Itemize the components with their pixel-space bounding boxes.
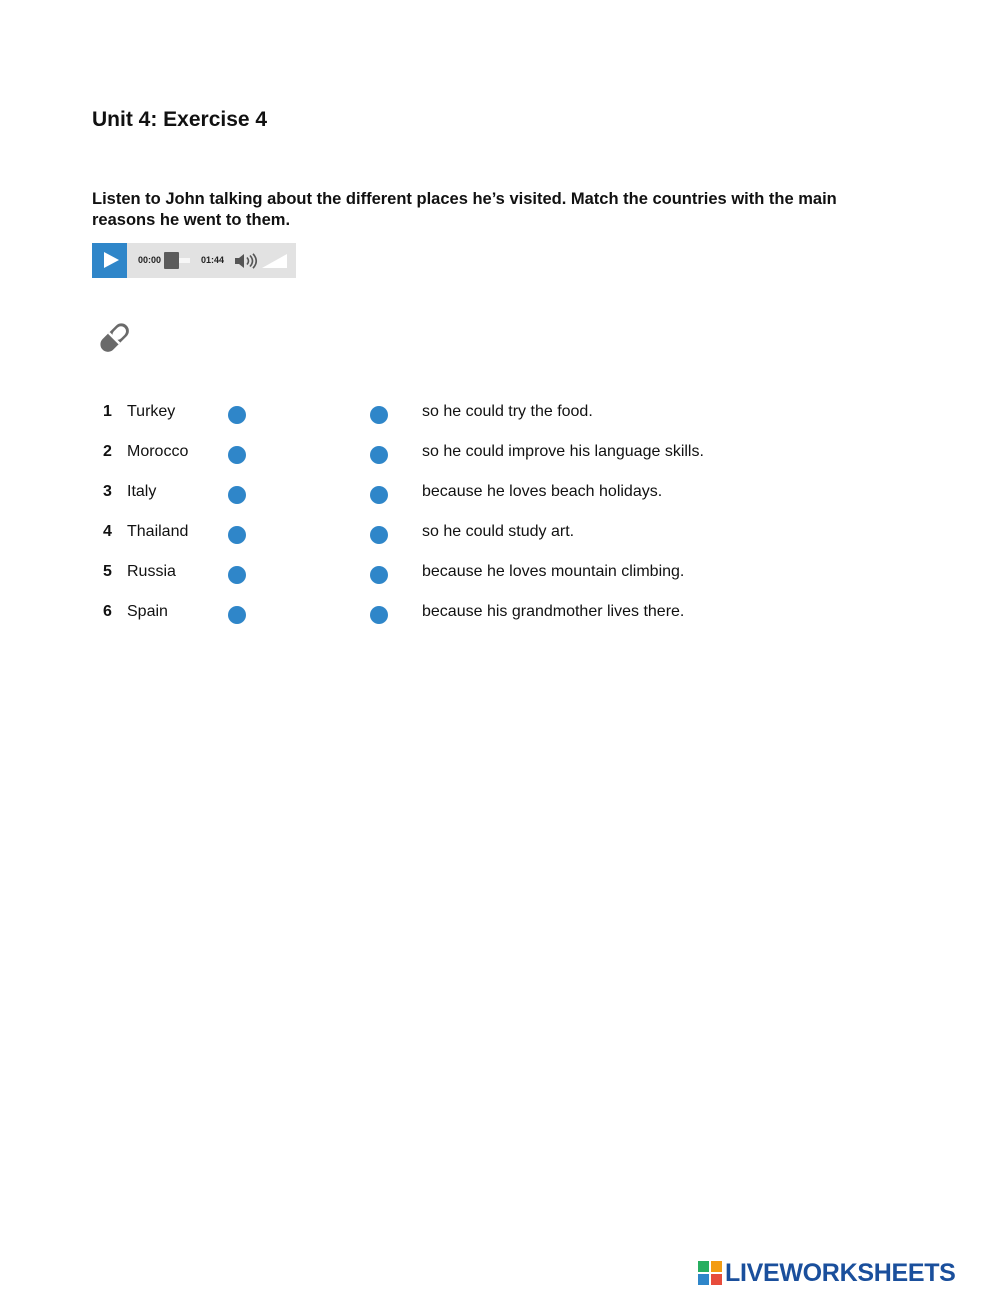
right-match-dot[interactable] (370, 606, 388, 624)
item-number: 2 (103, 443, 112, 460)
country-label: Morocco (127, 443, 189, 460)
reason-label: so he could try the food. (422, 403, 593, 420)
left-match-dot[interactable] (228, 566, 246, 584)
match-row (0, 483, 1000, 523)
item-number: 6 (103, 603, 112, 620)
page-title: Unit 4: Exercise 4 (92, 108, 268, 131)
volume-icon[interactable] (234, 253, 260, 269)
item-number: 1 (103, 403, 112, 420)
right-match-dot[interactable] (370, 526, 388, 544)
left-match-dot[interactable] (228, 446, 246, 464)
right-match-dot[interactable] (370, 406, 388, 424)
volume-slider[interactable] (262, 254, 287, 268)
country-label: Italy (127, 483, 157, 500)
logo-blocks-icon (698, 1261, 722, 1285)
right-match-dot[interactable] (370, 486, 388, 504)
reason-label: because he loves beach holidays. (422, 483, 663, 500)
match-row (0, 523, 1000, 563)
item-number: 3 (103, 483, 112, 500)
audio-player (92, 243, 296, 278)
country-label: Turkey (127, 403, 176, 420)
item-number: 4 (103, 523, 112, 540)
eraser-icon[interactable] (94, 318, 136, 358)
current-time: 00:00 (138, 255, 162, 265)
left-match-dot[interactable] (228, 606, 246, 624)
logo-text: LIVEWORKSHEETS (725, 1259, 956, 1287)
match-row (0, 563, 1000, 603)
right-match-dot[interactable] (370, 566, 388, 584)
instructions: Listen to John talking about the different places he’s visited. Match the countries with the main reasons he went to them. (92, 190, 837, 229)
right-match-dot[interactable] (370, 446, 388, 464)
match-row (0, 603, 1000, 643)
left-match-dot[interactable] (228, 406, 246, 424)
reason-label: so he could improve his language skills. (422, 443, 704, 460)
reason-label: because he loves mountain climbing. (422, 563, 685, 580)
reason-label: because his grandmother lives there. (422, 603, 685, 620)
match-row (0, 403, 1000, 443)
left-match-dot[interactable] (228, 526, 246, 544)
country-label: Spain (127, 603, 168, 620)
item-number: 5 (103, 563, 112, 580)
country-label: Russia (127, 563, 176, 580)
play-button[interactable] (92, 243, 127, 278)
country-label: Thailand (127, 523, 189, 540)
match-row (0, 443, 1000, 483)
duration: 01:44 (201, 255, 225, 265)
reason-label: so he could study art. (422, 523, 575, 540)
seek-thumb[interactable] (164, 252, 179, 269)
left-match-dot[interactable] (228, 486, 246, 504)
